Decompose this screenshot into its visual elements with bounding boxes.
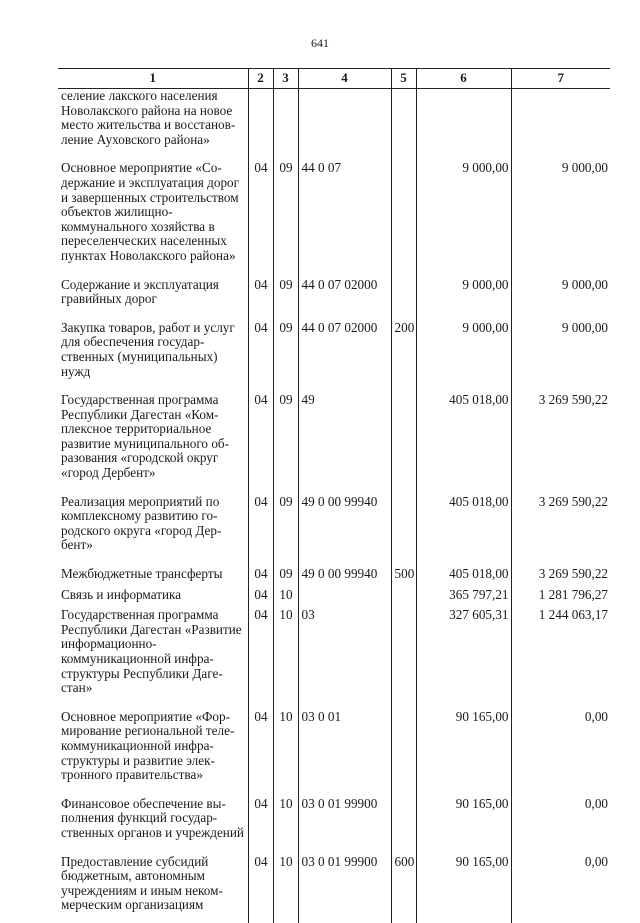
row-amount-6: 9 000,00 <box>416 321 511 393</box>
row-section: 04 <box>248 588 273 609</box>
row-target-article: 44 0 07 02000 <box>298 321 391 393</box>
row-expense-type <box>391 278 416 321</box>
row-amount-6: 405 018,00 <box>416 495 511 567</box>
row-name: Предоставление субсидий бюджетным, автономным учреждениям и иным некоммерческим организациям <box>61 853 223 913</box>
table-row <box>58 495 610 567</box>
table-row <box>58 710 610 797</box>
row-expense-type <box>391 588 416 609</box>
table-row <box>58 278 610 321</box>
row-expense-type <box>391 495 416 567</box>
row-subsection: 10 <box>273 588 298 609</box>
row-amount-7: 3 269 590,22 <box>511 495 610 567</box>
row-amount-7: 9 000,00 <box>511 161 610 277</box>
row-subsection <box>273 89 298 162</box>
header-col-3: 3 <box>273 69 298 89</box>
row-name: Закупка товаров, работ и услуг для обеспечения государственных (муниципальных) нужд <box>61 319 235 379</box>
row-subsection: 09 <box>273 278 298 321</box>
row-section: 04 <box>248 797 273 855</box>
row-expense-type <box>391 89 416 162</box>
header-col-7: 7 <box>511 69 610 89</box>
row-amount-7: 9 000,00 <box>511 278 610 321</box>
row-name: Основное мероприятие «Содержание и эксплуатация дорог и завершенных строительством объектов жилищно-коммунального хозяйства в переселенческих населенных пунктах Новолакского района» <box>61 160 240 263</box>
row-amount-7: 1 244 063,17 <box>511 608 610 710</box>
row-amount-6: 9 000,00 <box>416 278 511 321</box>
row-name: Финансовое обеспечение выполнения функций государственных органов и учреждений <box>61 795 244 840</box>
row-amount-7: 0,00 <box>511 855 610 923</box>
table-header-row <box>58 69 610 89</box>
row-amount-7: 0,00 <box>511 710 610 797</box>
row-subsection: 09 <box>273 567 298 588</box>
row-target-article: 03 <box>298 608 391 710</box>
row-target-article: 49 0 00 99940 <box>298 567 391 588</box>
row-section: 04 <box>248 278 273 321</box>
row-target-article <box>298 89 391 162</box>
row-expense-type <box>391 797 416 855</box>
row-target-article: 03 0 01 99900 <box>298 797 391 855</box>
budget-table <box>58 68 610 923</box>
row-section: 04 <box>248 567 273 588</box>
row-target-article: 03 0 01 99900 <box>298 855 391 923</box>
header-col-5: 5 <box>391 69 416 89</box>
table-row <box>58 321 610 393</box>
row-name: селение лакского населения Новолакского района на новое место жительства и восстановление Ауховского района» <box>61 88 236 147</box>
header-col-4: 4 <box>298 69 391 89</box>
row-amount-7: 3 269 590,22 <box>511 567 610 588</box>
table-row <box>58 567 610 588</box>
row-expense-type: 500 <box>391 567 416 588</box>
row-section: 04 <box>248 495 273 567</box>
row-subsection: 10 <box>273 710 298 797</box>
row-amount-6: 405 018,00 <box>416 567 511 588</box>
row-expense-type: 600 <box>391 855 416 923</box>
row-subsection: 10 <box>273 797 298 855</box>
row-subsection: 10 <box>273 855 298 923</box>
header-col-6: 6 <box>416 69 511 89</box>
table-row <box>58 855 610 923</box>
row-amount-7: 1 281 796,27 <box>511 588 610 609</box>
row-section <box>248 89 273 162</box>
row-amount-7: 0,00 <box>511 797 610 855</box>
row-subsection: 09 <box>273 321 298 393</box>
row-name: Связь и информатика <box>61 586 182 602</box>
row-subsection: 10 <box>273 608 298 710</box>
row-section: 04 <box>248 321 273 393</box>
row-amount-6: 90 165,00 <box>416 855 511 923</box>
row-name: Содержание и эксплуатация гравийных дорог <box>61 276 219 307</box>
row-amount-7: 9 000,00 <box>511 321 610 393</box>
row-amount-7: 3 269 590,22 <box>511 393 610 495</box>
table-row <box>58 161 610 277</box>
row-section: 04 <box>248 855 273 923</box>
row-subsection: 09 <box>273 161 298 277</box>
row-amount-6: 9 000,00 <box>416 161 511 277</box>
row-expense-type <box>391 393 416 495</box>
page-number: 641 <box>311 36 329 50</box>
row-subsection: 09 <box>273 495 298 567</box>
row-target-article: 49 0 00 99940 <box>298 495 391 567</box>
row-expense-type <box>391 608 416 710</box>
row-section: 04 <box>248 608 273 710</box>
table-row <box>58 608 610 710</box>
row-amount-6 <box>416 89 511 162</box>
row-section: 04 <box>248 710 273 797</box>
row-name: Государственная программа Республики Дагестан «Развитие информационно-коммуникационной инфраструктуры Республики Дагестан» <box>61 607 242 696</box>
table-row <box>58 588 610 609</box>
row-amount-6: 365 797,21 <box>416 588 511 609</box>
row-name: Реализация мероприятий по комплексному развитию городского округа «город Дербент» <box>61 493 222 553</box>
row-target-article <box>298 588 391 609</box>
header-col-1: 1 <box>58 69 248 89</box>
row-amount-7 <box>511 89 610 162</box>
row-expense-type: 200 <box>391 321 416 393</box>
row-name: Государственная программа Республики Дагестан «Комплексное территориальное развитие муниципального образования «городской округ «город Дербент» <box>61 392 230 481</box>
header-col-2: 2 <box>248 69 273 89</box>
row-amount-6: 90 165,00 <box>416 710 511 797</box>
table-row <box>58 797 610 855</box>
row-amount-6: 90 165,00 <box>416 797 511 855</box>
row-target-article: 44 0 07 02000 <box>298 278 391 321</box>
row-amount-6: 405 018,00 <box>416 393 511 495</box>
row-name: Основное мероприятие «Формирование региональной телекоммуникационной инфраструктуры и развитие электронного правительства» <box>61 708 235 783</box>
row-section: 04 <box>248 161 273 277</box>
row-expense-type <box>391 710 416 797</box>
table-row <box>58 89 610 162</box>
table-row <box>58 393 610 495</box>
row-name: Межбюджетные трансферты <box>61 566 223 582</box>
row-amount-6: 327 605,31 <box>416 608 511 710</box>
row-target-article: 49 <box>298 393 391 495</box>
row-target-article: 44 0 07 <box>298 161 391 277</box>
row-subsection: 09 <box>273 393 298 495</box>
row-expense-type <box>391 161 416 277</box>
row-target-article: 03 0 01 <box>298 710 391 797</box>
row-section: 04 <box>248 393 273 495</box>
